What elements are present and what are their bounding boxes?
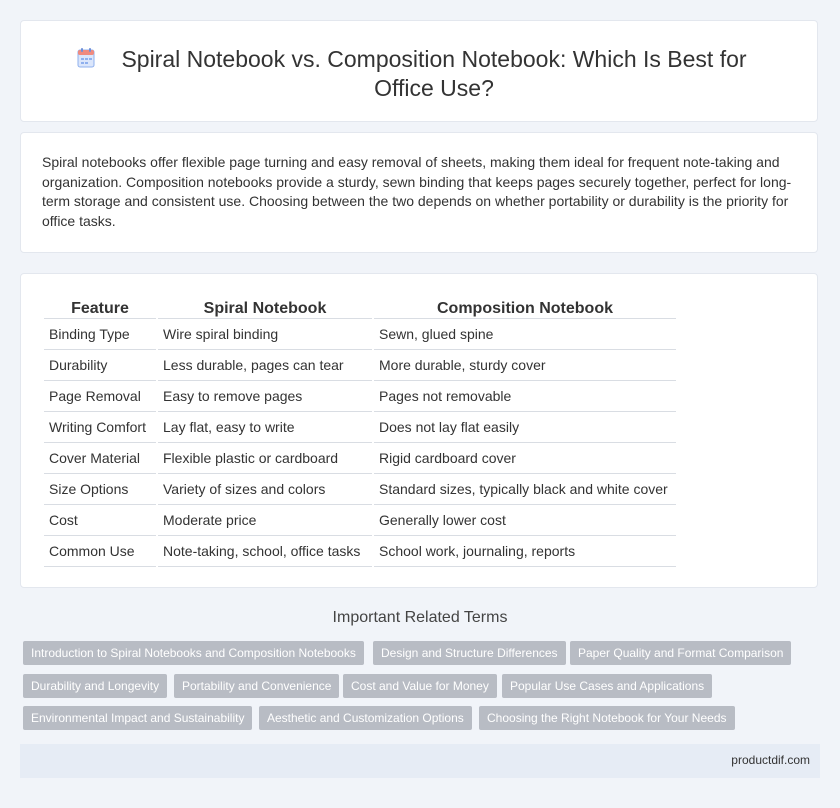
table-cell: Moderate price	[158, 505, 372, 536]
table-cell: Common Use	[44, 536, 156, 567]
table-cell: Durability	[44, 350, 156, 381]
table-cell: Sewn, glued spine	[374, 319, 676, 350]
footer-bar	[20, 744, 820, 778]
footer-site-link[interactable]: productdif.com	[731, 753, 810, 767]
table-cell: School work, journaling, reports	[374, 536, 676, 567]
table-row	[44, 319, 676, 350]
intro-card	[20, 132, 818, 253]
table-header-row	[44, 296, 676, 319]
table-cell: Note-taking, school, office tasks	[158, 536, 372, 567]
page-title: Spiral Notebook vs. Composition Notebook: Which Is Best for Office Use?	[121, 46, 747, 101]
table-cell: Variety of sizes and colors	[158, 474, 372, 505]
table-row	[44, 381, 676, 412]
related-term-tag[interactable]: Environmental Impact and Sustainability	[23, 706, 252, 730]
table-cell: Lay flat, easy to write	[158, 412, 372, 443]
table-cell: More durable, sturdy cover	[374, 350, 676, 381]
table-cell: Size Options	[44, 474, 156, 505]
header-card	[20, 20, 818, 122]
column-header: Spiral Notebook	[158, 296, 372, 319]
related-term-tag[interactable]: Choosing the Right Notebook for Your Needs	[479, 706, 735, 730]
table-row	[44, 536, 676, 567]
table-cell: Rigid cardboard cover	[374, 443, 676, 474]
comparison-card	[20, 273, 818, 588]
table-cell: Standard sizes, typically black and white cover	[374, 474, 676, 505]
table-cell: Does not lay flat easily	[374, 412, 676, 443]
related-terms-title: Important Related Terms	[332, 609, 508, 626]
comparison-table	[42, 296, 678, 567]
table-cell: Binding Type	[44, 319, 156, 350]
table-cell: Flexible plastic or cardboard	[158, 443, 372, 474]
table-row	[44, 474, 676, 505]
intro-paragraph: Spiral notebooks offer flexible page turning and easy removal of sheets, making them ideal for frequent note-taking and organization. Composition notebooks provide a sturdy, sewn binding that keeps pages securely together, perfect for long-term storage and consistent use. Choosing between the two depends on whether portability or durability is the priority for office tasks.	[42, 154, 792, 229]
table-cell: Cover Material	[44, 443, 156, 474]
table-row	[44, 412, 676, 443]
related-term-tag[interactable]: Paper Quality and Format Comparison	[570, 641, 791, 665]
related-term-tag[interactable]: Durability and Longevity	[23, 674, 167, 698]
related-term-tag[interactable]: Cost and Value for Money	[343, 674, 497, 698]
table-row	[44, 505, 676, 536]
table-cell: Easy to remove pages	[158, 381, 372, 412]
table-cell: Page Removal	[44, 381, 156, 412]
related-term-tag[interactable]: Portability and Convenience	[174, 674, 339, 698]
table-cell: Pages not removable	[374, 381, 676, 412]
table-cell: Cost	[44, 505, 156, 536]
column-header: Feature	[44, 296, 156, 319]
table-row	[44, 443, 676, 474]
table-cell: Less durable, pages can tear	[158, 350, 372, 381]
related-term-tag[interactable]: Introduction to Spiral Notebooks and Composition Notebooks	[23, 641, 364, 665]
related-term-tag[interactable]: Design and Structure Differences	[373, 641, 566, 665]
table-cell: Generally lower cost	[374, 505, 676, 536]
table-cell: Wire spiral binding	[158, 319, 372, 350]
table-cell: Writing Comfort	[44, 412, 156, 443]
column-header: Composition Notebook	[374, 296, 676, 319]
related-term-tag[interactable]: Aesthetic and Customization Options	[259, 706, 472, 730]
related-term-tag[interactable]: Popular Use Cases and Applications	[502, 674, 712, 698]
table-row	[44, 350, 676, 381]
